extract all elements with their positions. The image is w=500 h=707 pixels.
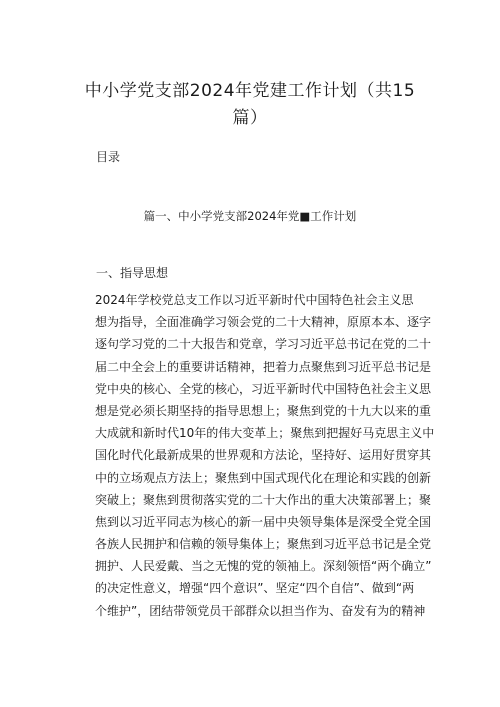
- body-line: 焦到以习近平同志为核心的新一届中央领导集体是深受全党全国: [95, 514, 432, 529]
- body-line: 国化时代化最新成果的世界观和方法论，坚持好、运用好贯穿其: [95, 448, 432, 463]
- body-line: 逐句学习党的二十大报告和党章，学习习近平总书记在党的二十: [95, 337, 432, 352]
- document-title: [60, 78, 440, 132]
- body-line: 突破上；聚焦到贯彻落实党的二十大作出的重大决策部署上；聚: [95, 492, 432, 507]
- body-line: 届二中全会上的重要讲话精神，把着力点聚焦到习近平总书记是: [95, 359, 432, 374]
- body-line: 党中央的核心、全党的核心，习近平新时代中国特色社会主义思: [95, 381, 432, 396]
- sub-heading: 一、指导思想: [96, 266, 169, 280]
- body-line: 的决定性意义，增强“四个意识”、坚定“四个自信”、做到“两: [95, 581, 415, 596]
- document-title-line-2: 篇）: [232, 108, 268, 128]
- section-title: 篇一、中小学党支部2024年党■工作计划: [143, 209, 357, 223]
- body-line: 个维护”，团结带领党员干部群众以担当作为、奋发有为的精神: [95, 603, 426, 618]
- body-line: 拥护、人民爱戴、当之无愧的党的领袖上。深刻领悟“两个确立”: [95, 559, 432, 574]
- toc-heading: 目录: [96, 150, 121, 164]
- body-line: 想是党必须长期坚持的指导思想上；聚焦到党的十九大以来的重: [95, 403, 432, 418]
- body-line: 各族人民拥护和信赖的领导集体上；聚焦到习近平总书记是全党: [95, 537, 432, 552]
- body-line: 中的立场观点方法上；聚焦到中国式现代化在理论和实践的创新: [95, 470, 432, 485]
- body-line: 2024年学校党总支工作以习近平新时代中国特色社会主义思: [95, 293, 414, 307]
- body-paragraph: [95, 289, 435, 622]
- body-line: 想为指导，全面准确学习领会党的二十大精神，原原本本、逐字: [95, 315, 432, 330]
- body-line: 大成就和新时代10年的伟大变革上；聚焦到把握好马克思主义中: [95, 426, 435, 441]
- document-title-line-1: 中小学党支部2024年党建工作计划（共15: [84, 81, 416, 101]
